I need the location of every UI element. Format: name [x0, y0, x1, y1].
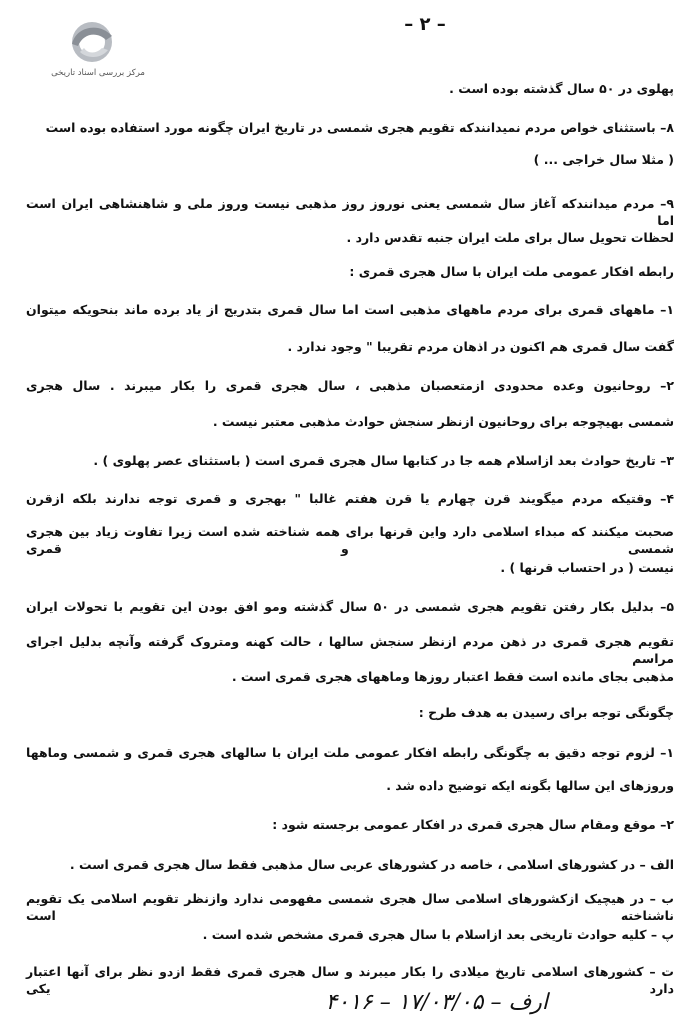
doc-line: ۴– وقتیکه مردم میگویند قرن چهارم یا قرن هفتم غالبا " بهجری و قمری توجه ندارند بلکه ازقرن [26, 491, 674, 506]
doc-line: تقویم هجری قمری در ذهن مردم ازنظر سنجش سالها ، حالت کهنه ومتروک گرفته وآنچه بدلیل اجرای مراسم [26, 634, 674, 666]
doc-line: الف – در کشورهای اسلامی ، خاصه در کشورهای عربی سال مذهبی فقط سال هجری قمری است . [69, 857, 674, 872]
doc-line: پ – کلیه حوادث تاریخی بعد ازاسلام با سال هجری قمری مشخص شده است . [202, 927, 674, 942]
doc-line: صحبت میکنند که مبداء اسلامی دارد واین قرنها برای همه شناخته شده است زیرا تفاوت زیاد بین هجری شمسی و قمری [26, 524, 674, 556]
doc-line: ۱– ماههای قمری برای مردم ماههای مذهبی است اما سال قمری بتدریج از یاد برده ماند بنحویکه میتوان [26, 302, 674, 317]
page-number: – ۲ – [404, 14, 446, 35]
section-heading: رابطه افکار عمومی ملت ایران با سال هجری قمری : [349, 264, 674, 279]
doc-line: پهلوی در ۵۰ سال گذشته بوده است . [449, 81, 674, 96]
doc-line: ۲– موقع ومقام سال هجری قمری در افکار عمومی برجسته شود : [272, 817, 674, 832]
doc-line: ۱– لزوم توجه دقیق به چگونگی رابطه افکار عمومی ملت ایران با سالهای هجری قمری و شمسی وماهها [26, 745, 674, 760]
doc-line: وروزهای این سالها بگونه ایکه توضیح داده شد . [386, 778, 674, 793]
doc-line: ۸– باستثنای خواص مردم نمیدانندکه تقویم هجری شمسی در تاریخ ایران چگونه مورد استفاده بوده است [45, 120, 674, 135]
doc-line: نیست ( در احتساب قرنها ) . [500, 560, 674, 575]
doc-line: گفت سال قمری هم اکنون در اذهان مردم تقریبا " وجود ندارد . [287, 339, 674, 354]
doc-line: ۵– بدلیل بکار رفتن تقویم هجری شمسی در ۵۰ سال گذشته ومو افق بودن این تقویم با تحولات ایران [26, 599, 674, 614]
doc-line: ب – در هیچیک ازکشورهای اسلامی سال هجری شمسی مفهومی ندارد وازنظر تقویم اسلامی یک تقویم ناشناخته است [26, 891, 674, 923]
doc-line: ( مثلا سال خراجی ... ) [533, 152, 674, 167]
handwritten-reference-note: ارف – ۱۷/۰۳/۰۵ – ۴۰۱۶ [325, 990, 548, 1015]
archive-logo [38, 18, 148, 88]
doc-line: مذهبی بجای مانده است فقط اعتبار روزها وماههای هجری قمری است . [231, 669, 674, 684]
doc-line: لحظات تحویل سال برای ملت ایران جنبه تقدس دارد . [346, 230, 674, 245]
archive-logo-caption: مرکز بررسی اسناد تاریخی [51, 68, 145, 78]
doc-line: ۳– تاریخ حوادث بعد ازاسلام همه جا در کتابها سال هجری قمری است ( باستثنای عصر پهلوی ) . [93, 453, 674, 468]
doc-line: ۹– مردم میدانندکه آغاز سال شمسی یعنی نوروز روز مذهبی نیست وروز ملی و شاهنشاهی ایران است اما [26, 196, 674, 228]
archive-emblem-icon [62, 18, 118, 66]
doc-line: ۲– روحانیون وعده محدودی ازمتعصبان مذهبی ، سال هجری قمری را بکار میبرند . سال هجری [26, 378, 674, 393]
doc-line: ت – کشورهای اسلامی تاریخ میلادی را بکار میبرند و سال هجری قمری فقط ازدو نظر برای آنها اعتبار دارد یکی [26, 964, 674, 996]
section-heading: چگونگی توجه برای رسیدن به هدف طرح : [418, 705, 674, 720]
doc-line: شمسی بهیچوجه برای روحانیون ازنظر سنجش حوادث مذهبی معتبر نیست . [212, 414, 674, 429]
